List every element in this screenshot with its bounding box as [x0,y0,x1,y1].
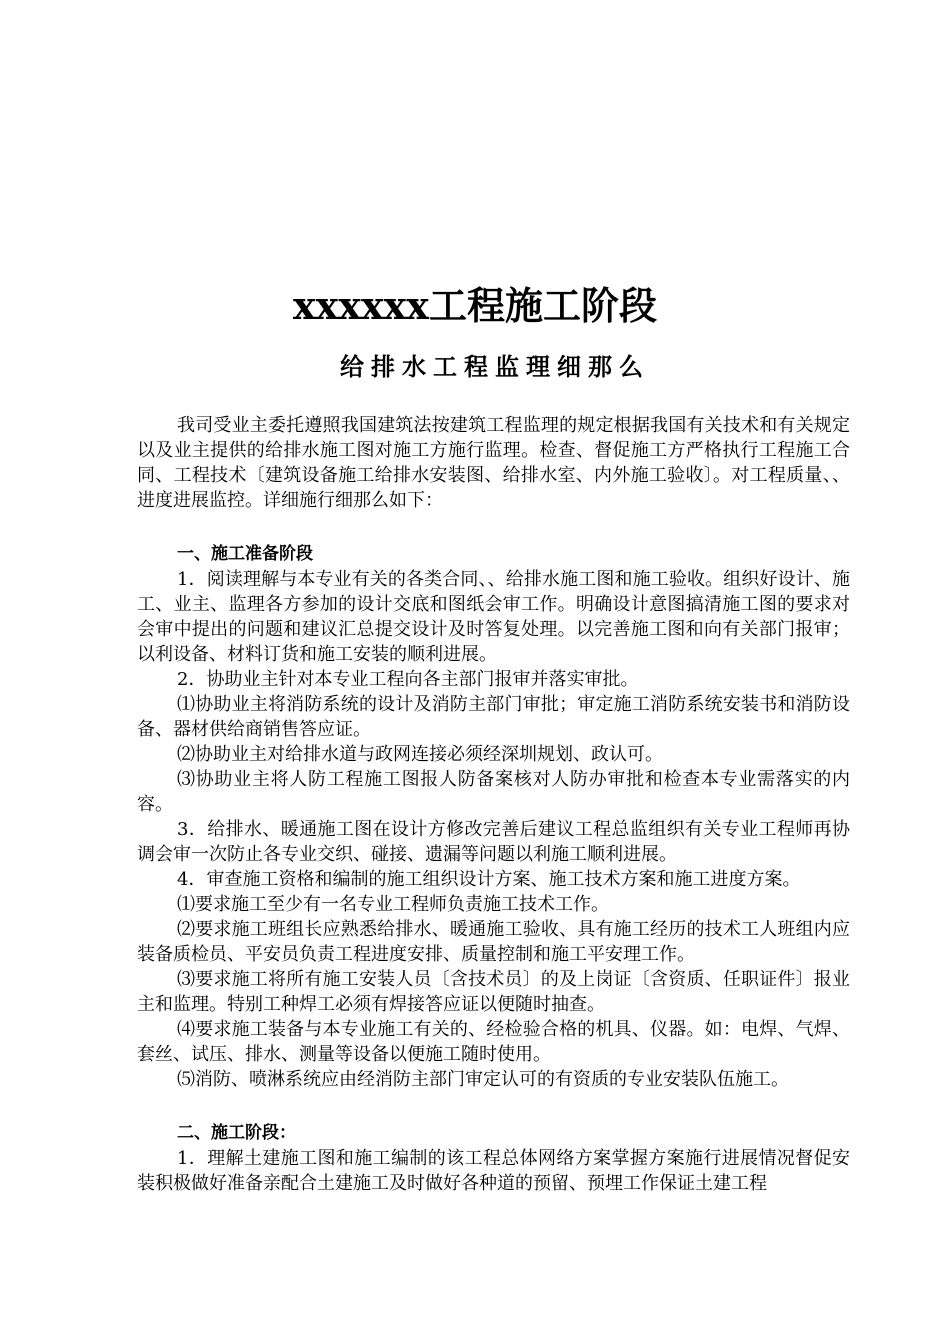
paragraph: 1．阅读理解与本专业有关的各类合同、、给排水施工图和施工验收。组织好设计、施工、业主、监理各方参加的设计交底和图纸会审工作。明确设计意图搞清施工图的要求对会审中提出的问题和建议汇总提交设计及时答复处理。以完善施工图和向有关部门报审；以利设备、材料订货和施工安装的顺利进展。 [137,569,850,665]
paragraph: ⑶要求施工将所有施工安装人员〔含技术员〕的及上岗证〔含资质、任职证件〕报业主和监理。特别工种焊工必须有焊接答应证以便随时抽查。 [137,969,850,1015]
paragraph: ⑷要求施工装备与本专业施工有关的、经检验合格的机具、仪器。如：电焊、气焊、套丝、试压、排水、测量等设备以便施工随时使用。 [137,1019,850,1065]
paragraph: ⑶协助业主将人防工程施工图报人防备案核对人防办审批和检查本专业需落实的内容。 [137,769,850,815]
paragraph: 2．协助业主针对本专业工程向各主部门报审并落实审批。 [177,669,639,690]
paragraph: 3．给排水、暖通施工图在设计方修改完善后建议工程总监组织有关专业工程师再协调会审一次防止各专业交织、碰接、遗漏等问题以利施工顺利进展。 [137,819,850,865]
section-heading-preparation: 一、施工准备阶段 [177,544,313,564]
document-body [137,413,850,1196]
paragraph: ⑵协助业主对给排水道与政网连接必须经深圳规划、政认可。 [177,744,663,765]
document-subtitle: 给排水工程监理细那么 [340,352,650,381]
section-heading-construction: 二、施工阶段： [177,1123,296,1143]
document-title: xxxxxx工程施工阶段 [293,283,657,328]
paragraph: ⑵要求施工班组长应熟悉给排水、暖通施工验收、具有施工经历的技术工人班组内应装备质检员、平安员负责工程进度安排、质量控制和施工平安理工作。 [137,919,850,965]
intro-paragraph: 我司受业主委托遵照我国建筑法按建筑工程监理的规定根据我国有关技术和有关规定以及业主提供的给排水施工图对施工方施行监理。检查、督促施工方严格执行工程施工合同、工程技术〔建筑设备施工给排水安装图、给排水室、内外施工验收〕。对工程质量、、进度进展监控。详细施行细那么如下： [137,415,850,511]
paragraph: ⑴协助业主将消防系统的设计及消防主部门审批；审定施工消防系统安装书和消防设备、器材供给商销售答应证。 [137,694,850,740]
paragraph: ⑴要求施工至少有一名专业工程师负责施工技术工作。 [177,894,609,915]
paragraph: 1．理解土建施工图和施工编制的该工程总体网络方案掌握方案施行进展情况督促安装积极做好准备亲配合土建施工及时做好各种道的预留、预埋工作保证土建工程 [137,1148,850,1194]
paragraph: 4．审查施工资格和编制的施工组织设计方案、施工技术方案和施工进度方案。 [177,869,801,890]
paragraph: ⑸消防、喷淋系统应由经消防主部门审定认可的有资质的专业安装队伍施工。 [177,1069,789,1090]
